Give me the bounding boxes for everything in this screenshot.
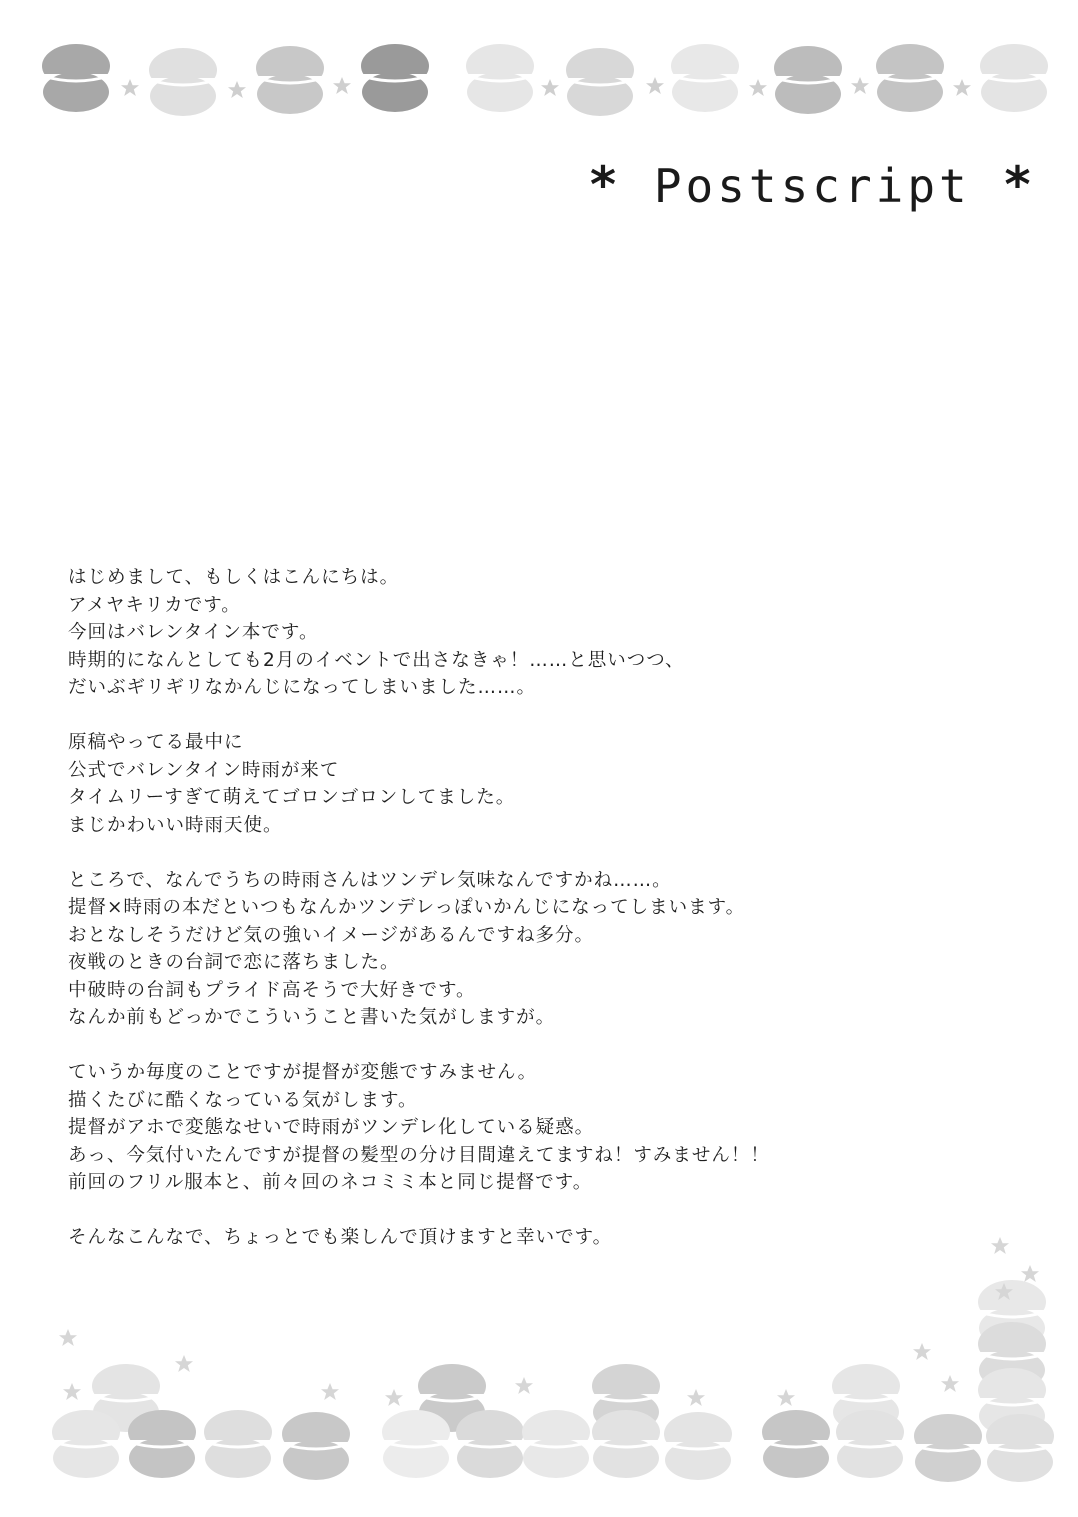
text-line: なんか前もどっかでこういうこと書いた気がしますが。 [68, 1007, 556, 1028]
text-line: 原稿やってる最中に [68, 732, 244, 753]
macaron-icon [466, 44, 534, 112]
macaron-icon [671, 44, 739, 112]
star-icon [687, 1389, 705, 1406]
text-line: 描くたびに酷くなっている気がします。 [68, 1089, 418, 1111]
star-icon [121, 79, 139, 96]
text-line: ところで、なんでうちの時雨さんはツンデレ気味なんですかね……。 [68, 869, 672, 891]
text-line: 公式でバレンタイン時雨が来て [68, 759, 340, 781]
macaron-icon [762, 1410, 830, 1478]
macaron-icon [566, 48, 634, 116]
star-icon [515, 1377, 533, 1394]
text-line: そんなこんなで、ちょっとでも楽しんで頂けますと幸いです。 [68, 1227, 613, 1248]
macaron-icon [149, 48, 217, 116]
macaron-icon [774, 46, 842, 114]
macaron-icon [42, 44, 110, 112]
star-icon [941, 1375, 959, 1392]
star-icon [913, 1343, 931, 1360]
paragraph [68, 867, 1028, 1032]
page-title-text: Postscript [653, 159, 971, 213]
star-icon [63, 1383, 81, 1400]
paragraph [68, 1224, 1028, 1252]
macaron-icon [282, 1412, 350, 1480]
text-line: 提督×時雨の本だといつもなんかツンデレっぽいかんじになってしまいます。 [68, 897, 746, 918]
macaron-icon [592, 1410, 660, 1478]
text-line: はじめまして、もしくはこんにちは。 [68, 567, 400, 588]
text-line: アメヤキリカです。 [68, 594, 241, 616]
star-icon [175, 1355, 193, 1372]
text-line: だいぶギリギリなかんじになってしまいました……。 [68, 677, 537, 698]
macaron-icon [664, 1412, 732, 1480]
macaron-icon [256, 46, 324, 114]
paragraph [68, 564, 1028, 702]
star-icon [228, 81, 246, 98]
text-line: おとなしそうだけど気の強いイメージがあるんですね多分。 [68, 924, 594, 946]
postscript-body [68, 564, 1028, 1279]
star-icon [59, 1329, 77, 1346]
star-icon [851, 77, 869, 94]
macaron-icon [204, 1410, 272, 1478]
text-line: 提督がアホで変態なせいで時雨がツンデレ化している疑惑。 [68, 1117, 595, 1138]
macaron-icon [980, 44, 1048, 112]
star-icon [953, 79, 971, 96]
text-line: 前回のフリル服本と、前々回のネコミミ本と同じ提督です。 [68, 1172, 593, 1193]
page-title [588, 150, 1038, 220]
star-icon [777, 1389, 795, 1406]
text-line: まじかわいい時雨天使。 [68, 814, 283, 836]
star-icon [333, 77, 351, 94]
paragraph [68, 729, 1028, 839]
top-macaron-row [42, 44, 1048, 116]
paragraph [68, 1059, 1028, 1197]
macaron-icon [876, 44, 944, 112]
text-line: 夜戦のときの台詞で恋に落ちました。 [68, 952, 400, 973]
star-icon [749, 79, 767, 96]
text-line: 中破時の台詞もプライド高そうで大好きです。 [68, 979, 476, 1001]
star-icon [321, 1383, 339, 1400]
text-line: タイムリーすぎて萌えてゴロンゴロンしてました。 [68, 787, 516, 808]
text-line: 今回はバレンタイン本です。 [68, 622, 319, 643]
macaron-icon [128, 1410, 196, 1478]
asterisk-icon: * [588, 156, 623, 214]
macaron-icon [456, 1410, 524, 1478]
star-icon [541, 79, 559, 96]
text-line: あっ、今気付いたんですが提督の髪型の分け目間違えてますね！すみません！！ [68, 1144, 770, 1166]
star-icon [646, 77, 664, 94]
asterisk-icon: * [1002, 156, 1037, 214]
macaron-icon [52, 1410, 120, 1478]
macaron-icon [986, 1414, 1054, 1482]
macaron-icon [914, 1414, 982, 1482]
macaron-icon [361, 44, 429, 112]
macaron-icon [836, 1410, 904, 1478]
star-icon [385, 1389, 403, 1406]
macaron-icon [382, 1410, 450, 1478]
text-line: 時期的になんとしても2月のイベントで出さなきゃ！……と思いつつ、 [68, 649, 685, 671]
macaron-icon [522, 1410, 590, 1478]
text-line: ていうか毎度のことですが提督が変態ですみません。 [68, 1062, 538, 1083]
